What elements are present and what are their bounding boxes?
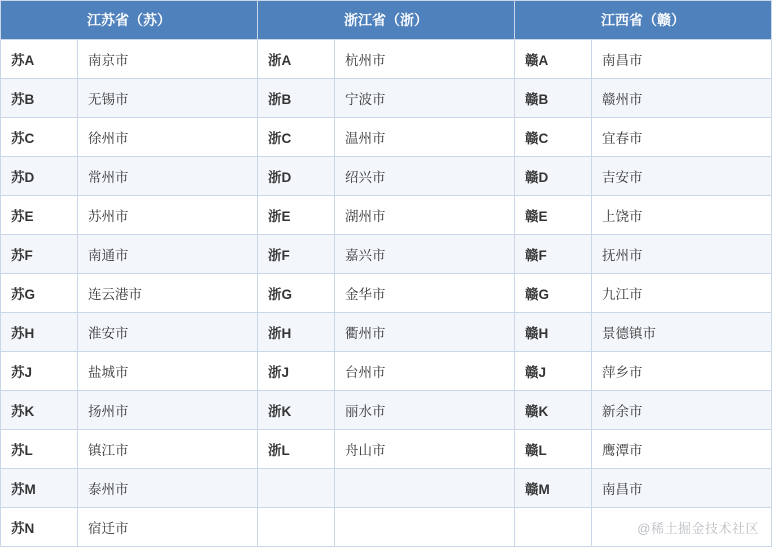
cell-jiangxi-city: 南昌市 — [592, 40, 772, 79]
cell-jiangxi-code: 赣L — [515, 430, 592, 469]
cell-jiangxi-city: 新余市 — [592, 391, 772, 430]
cell-jiangsu-code: 苏D — [1, 157, 78, 196]
cell-zhejiang-code: 浙K — [258, 391, 335, 430]
column-header-zhejiang: 浙江省（浙） — [258, 1, 515, 40]
cell-zhejiang-city — [335, 469, 515, 508]
cell-jiangxi-code — [515, 508, 592, 547]
cell-jiangsu-code: 苏K — [1, 391, 78, 430]
table-row — [1, 391, 772, 430]
cell-jiangxi-city: 上饶市 — [592, 196, 772, 235]
cell-zhejiang-code: 浙D — [258, 157, 335, 196]
cell-jiangsu-city: 徐州市 — [78, 118, 258, 157]
cell-zhejiang-code: 浙H — [258, 313, 335, 352]
cell-jiangsu-city: 南通市 — [78, 235, 258, 274]
cell-zhejiang-code: 浙B — [258, 79, 335, 118]
column-header-jiangxi: 江西省（赣） — [515, 1, 772, 40]
cell-zhejiang-code: 浙J — [258, 352, 335, 391]
table-row — [1, 508, 772, 547]
table-header — [1, 1, 772, 40]
cell-jiangxi-city: 萍乡市 — [592, 352, 772, 391]
cell-jiangsu-city: 镇江市 — [78, 430, 258, 469]
cell-zhejiang-code — [258, 469, 335, 508]
table-row — [1, 79, 772, 118]
table-row — [1, 469, 772, 508]
cell-jiangsu-city: 连云港市 — [78, 274, 258, 313]
cell-jiangxi-code: 赣B — [515, 79, 592, 118]
cell-jiangsu-city: 泰州市 — [78, 469, 258, 508]
cell-jiangsu-city: 扬州市 — [78, 391, 258, 430]
cell-jiangsu-code: 苏F — [1, 235, 78, 274]
cell-zhejiang-code: 浙E — [258, 196, 335, 235]
column-header-jiangsu: 江苏省（苏） — [1, 1, 258, 40]
cell-zhejiang-city: 金华市 — [335, 274, 515, 313]
cell-zhejiang-city: 嘉兴市 — [335, 235, 515, 274]
cell-zhejiang-city: 丽水市 — [335, 391, 515, 430]
cell-zhejiang-city: 杭州市 — [335, 40, 515, 79]
cell-jiangsu-code: 苏A — [1, 40, 78, 79]
cell-zhejiang-city: 温州市 — [335, 118, 515, 157]
cell-jiangsu-city: 苏州市 — [78, 196, 258, 235]
table-row — [1, 274, 772, 313]
cell-jiangxi-city: 宜春市 — [592, 118, 772, 157]
cell-zhejiang-city: 衢州市 — [335, 313, 515, 352]
cell-zhejiang-code: 浙L — [258, 430, 335, 469]
cell-jiangsu-code: 苏M — [1, 469, 78, 508]
table-body — [1, 40, 772, 547]
cell-jiangxi-city: 吉安市 — [592, 157, 772, 196]
cell-zhejiang-city: 台州市 — [335, 352, 515, 391]
cell-zhejiang-city: 湖州市 — [335, 196, 515, 235]
watermark: @稀土掘金技术社区 — [637, 521, 759, 536]
table-row — [1, 430, 772, 469]
cell-jiangsu-city: 宿迁市 — [78, 508, 258, 547]
cell-jiangsu-code: 苏E — [1, 196, 78, 235]
cell-jiangxi-code: 赣E — [515, 196, 592, 235]
cell-zhejiang-city: 舟山市 — [335, 430, 515, 469]
cell-zhejiang-code: 浙A — [258, 40, 335, 79]
cell-jiangxi-city — [592, 508, 772, 547]
cell-jiangsu-city: 无锡市 — [78, 79, 258, 118]
table-row — [1, 196, 772, 235]
cell-jiangsu-code: 苏G — [1, 274, 78, 313]
cell-jiangxi-code: 赣D — [515, 157, 592, 196]
cell-jiangxi-code: 赣G — [515, 274, 592, 313]
cell-jiangsu-code: 苏C — [1, 118, 78, 157]
cell-jiangxi-code: 赣F — [515, 235, 592, 274]
cell-jiangsu-code: 苏B — [1, 79, 78, 118]
table-row — [1, 313, 772, 352]
cell-jiangsu-city: 淮安市 — [78, 313, 258, 352]
cell-jiangsu-code: 苏L — [1, 430, 78, 469]
cell-jiangsu-city: 南京市 — [78, 40, 258, 79]
table-row — [1, 40, 772, 79]
cell-jiangxi-city: 赣州市 — [592, 79, 772, 118]
cell-jiangsu-code: 苏H — [1, 313, 78, 352]
table-header-row — [1, 1, 772, 40]
cell-jiangxi-code: 赣A — [515, 40, 592, 79]
cell-zhejiang-code: 浙C — [258, 118, 335, 157]
cell-jiangxi-code: 赣J — [515, 352, 592, 391]
cell-jiangxi-city: 抚州市 — [592, 235, 772, 274]
cell-jiangxi-code: 赣H — [515, 313, 592, 352]
cell-zhejiang-code: 浙G — [258, 274, 335, 313]
table-row — [1, 352, 772, 391]
table-row — [1, 235, 772, 274]
cell-zhejiang-city: 宁波市 — [335, 79, 515, 118]
cell-jiangxi-code: 赣M — [515, 469, 592, 508]
cell-zhejiang-code — [258, 508, 335, 547]
cell-jiangsu-code: 苏J — [1, 352, 78, 391]
cell-jiangsu-code: 苏N — [1, 508, 78, 547]
cell-jiangxi-city: 南昌市 — [592, 469, 772, 508]
cell-jiangxi-code: 赣C — [515, 118, 592, 157]
cell-zhejiang-code: 浙F — [258, 235, 335, 274]
cell-jiangxi-city: 九江市 — [592, 274, 772, 313]
cell-zhejiang-city — [335, 508, 515, 547]
cell-jiangsu-city: 常州市 — [78, 157, 258, 196]
table-row — [1, 118, 772, 157]
table-row — [1, 157, 772, 196]
cell-jiangsu-city: 盐城市 — [78, 352, 258, 391]
cell-jiangxi-code: 赣K — [515, 391, 592, 430]
cell-jiangxi-city: 景德镇市 — [592, 313, 772, 352]
cell-zhejiang-city: 绍兴市 — [335, 157, 515, 196]
cell-jiangxi-city: 鹰潭市 — [592, 430, 772, 469]
